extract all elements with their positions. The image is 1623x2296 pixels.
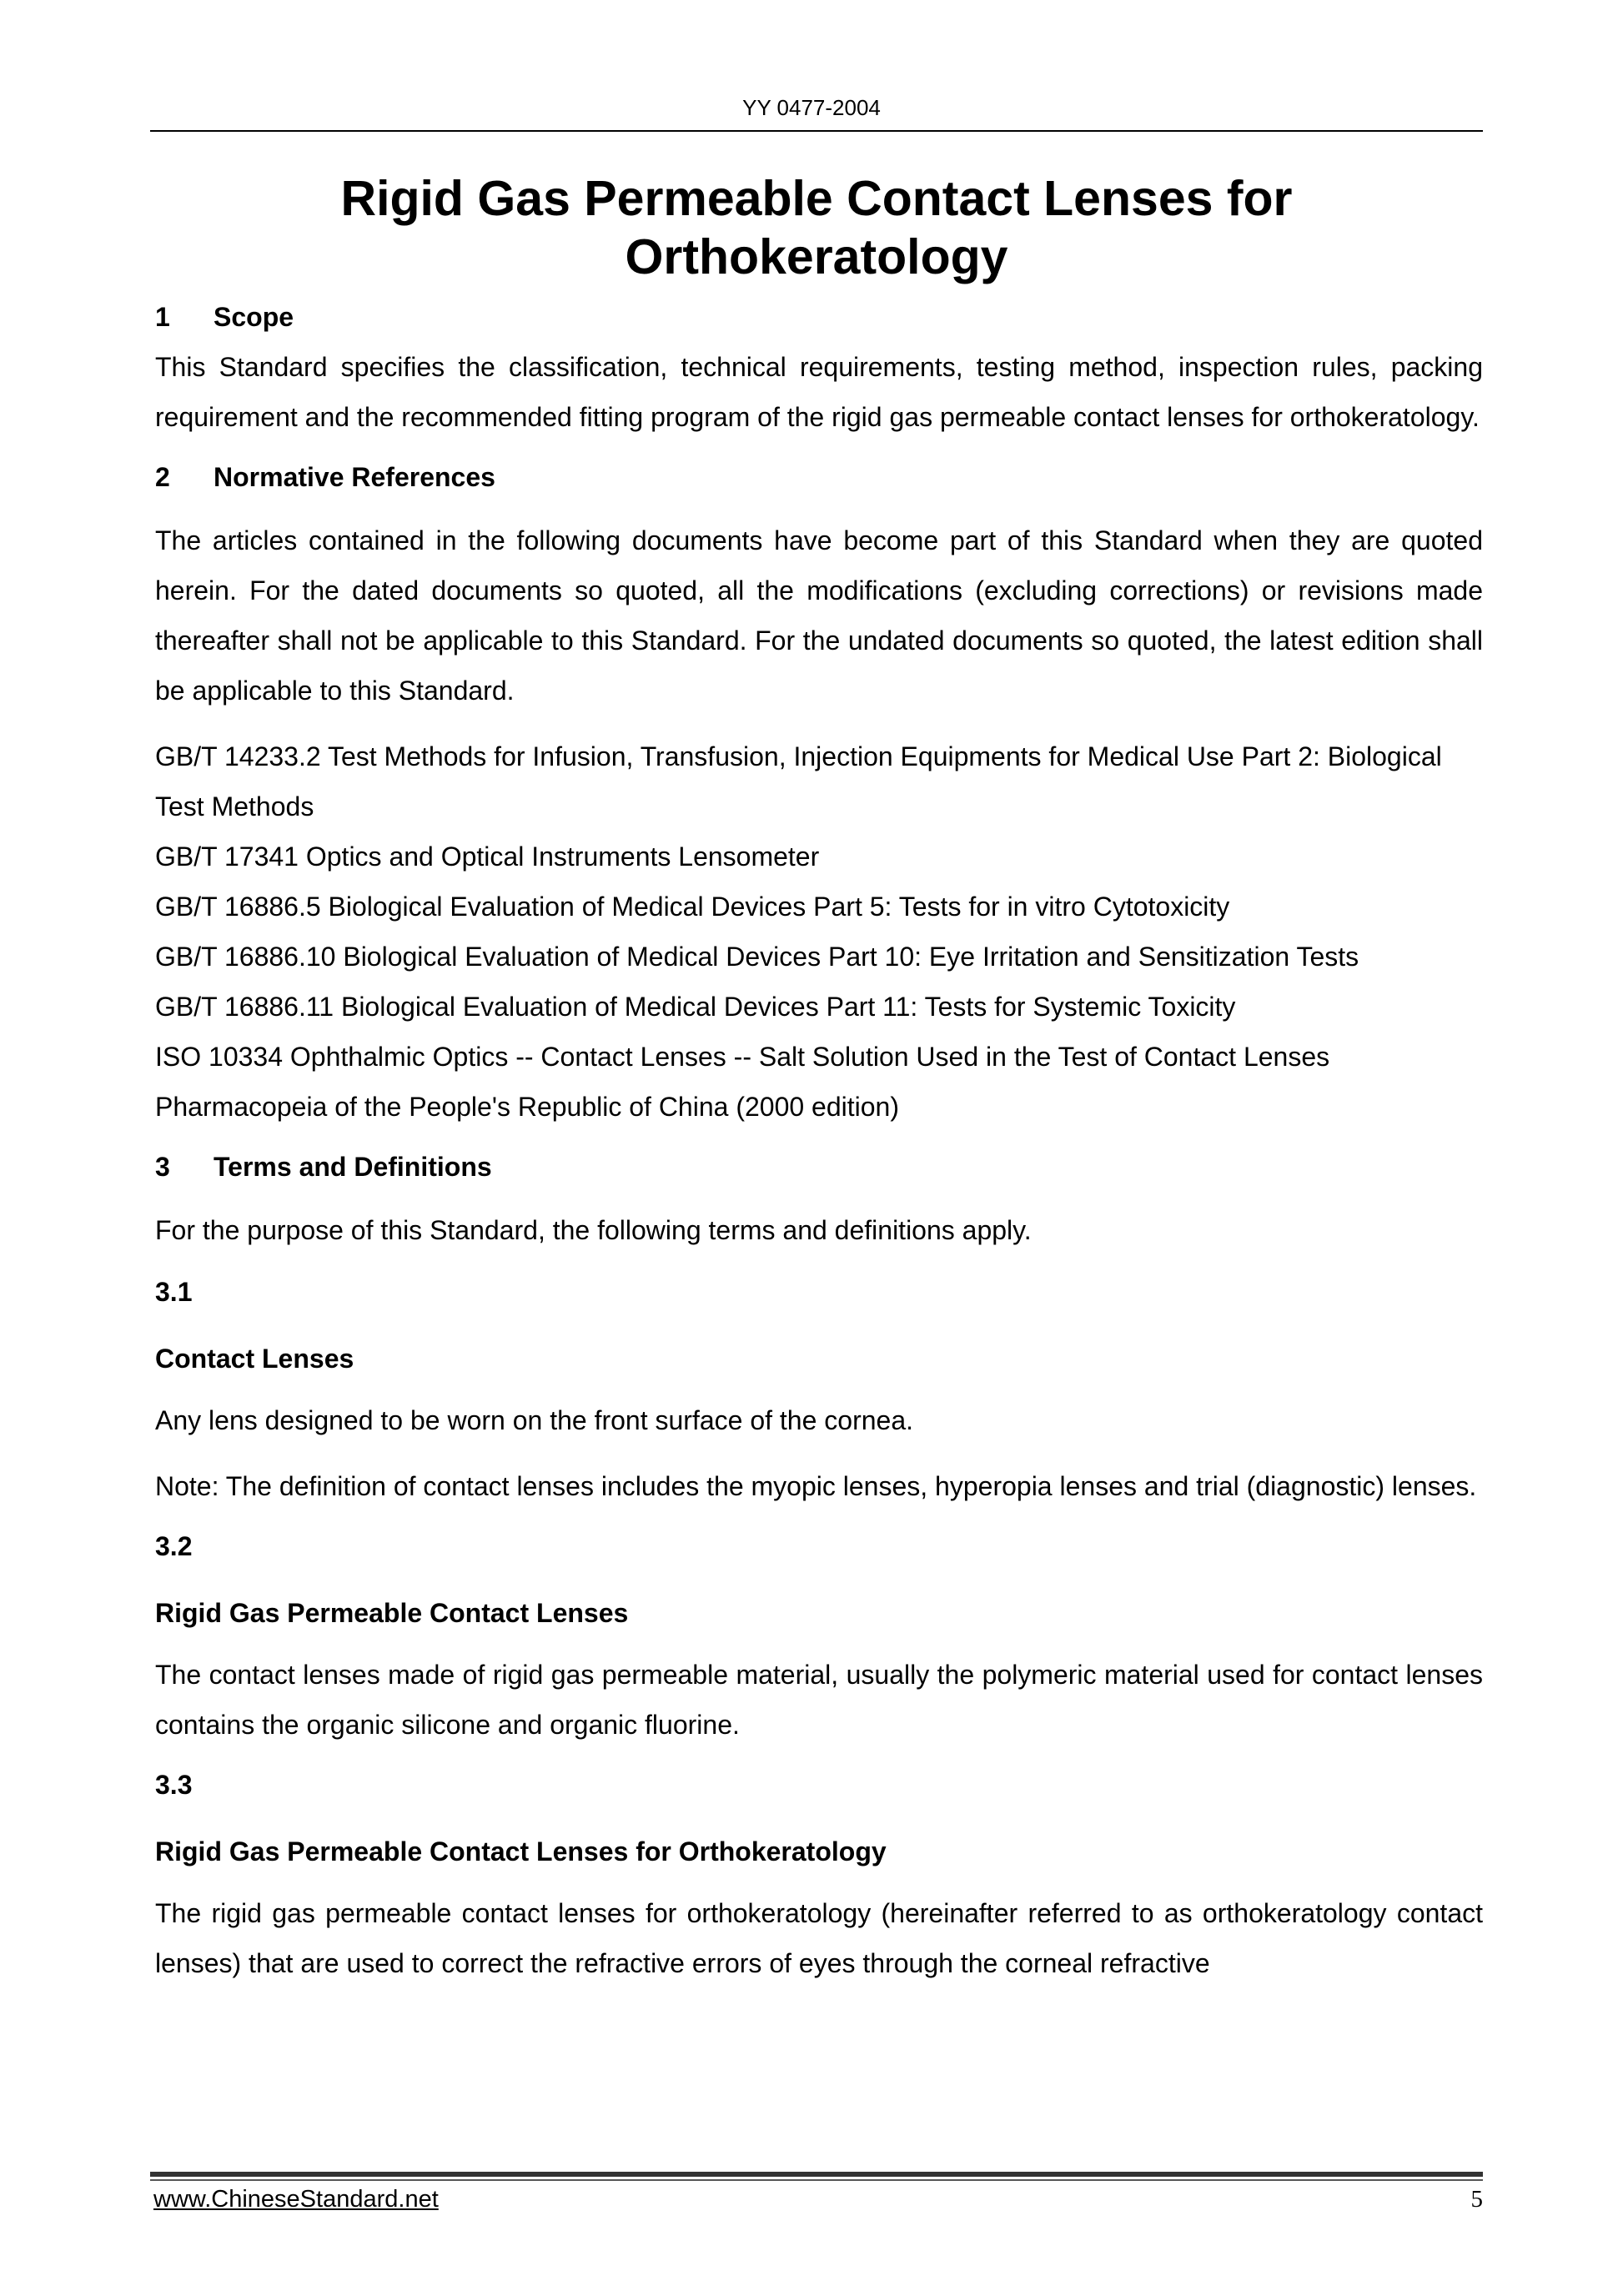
section-heading-terms-definitions [155, 1147, 1483, 1187]
reference-item: ISO 10334 Ophthalmic Optics -- Contact Lenses -- Salt Solution Used in the Test of Contact Lenses [155, 1042, 1330, 1072]
section-heading-normative-references [155, 457, 1483, 497]
reference-list [155, 731, 1483, 1132]
definition-text: The contact lenses made of rigid gas permeable material, usually the polymeric material used for contact lenses contains the organic silicone and organic fluorine. [155, 1660, 1483, 1740]
definition-term: Contact Lenses [155, 1344, 354, 1374]
footer-divider-thick [150, 2172, 1483, 2177]
definition-term: Rigid Gas Permeable Contact Lenses for Orthokeratology [155, 1836, 887, 1866]
footer-divider-thin [150, 2179, 1483, 2181]
definition-text: The rigid gas permeable contact lenses for orthokeratology (hereinafter referred to as orthokeratology contact lenses) that are used to correct the refractive errors of eyes through the corneal refractive [155, 1898, 1483, 1978]
reference-item: GB/T 16886.10 Biological Evaluation of Medical Devices Part 10: Eye Irritation and Sensitization Tests [155, 942, 1359, 972]
standard-code-header: YY 0477-2004 [742, 95, 881, 120]
page-number: 5 [1470, 2186, 1483, 2213]
definition-note: Note: The definition of contact lenses includes the myopic lenses, hyperopia lenses and trial (diagnostic) lenses. [155, 1471, 1477, 1501]
section-number: 2 [155, 462, 170, 492]
reference-item: GB/T 16886.5 Biological Evaluation of Medical Devices Part 5: Tests for in vitro Cytotoxicity [155, 892, 1230, 922]
section-number: 1 [155, 302, 170, 332]
definition-number: 3.1 [155, 1277, 193, 1307]
section-title: Terms and Definitions [214, 1152, 492, 1182]
title-line-2: Orthokeratology [625, 229, 1008, 284]
terms-paragraph: For the purpose of this Standard, the following terms and definitions apply. [155, 1215, 1032, 1245]
reference-item: Pharmacopeia of the People's Republic of China (2000 edition) [155, 1092, 899, 1122]
normative-paragraph: The articles contained in the following documents have become part of this Standard when they are quoted herein. For the dated documents so quoted, all the modifications (excluding corrections) or revisions made thereafter shall not be applicable to this Standard. For the undated documents so quoted, the latest edition shall be applicable to this Standard. [155, 525, 1483, 706]
section-title: Scope [214, 302, 294, 332]
reference-item: GB/T 14233.2 Test Methods for Infusion, Transfusion, Injection Equipments for Medical Use Part 2: Biological Test Methods [155, 741, 1442, 821]
document-body [155, 297, 1483, 1988]
header-divider [150, 130, 1483, 132]
definition-number: 3.2 [155, 1531, 193, 1561]
definition-text: Any lens designed to be worn on the front surface of the cornea. [155, 1405, 914, 1435]
definition-number: 3.3 [155, 1770, 193, 1800]
document-title [150, 169, 1483, 286]
title-line-1: Rigid Gas Permeable Contact Lenses for [340, 171, 1293, 226]
footer-site-link[interactable]: www.ChineseStandard.net [153, 2186, 439, 2213]
section-title: Normative References [214, 462, 495, 492]
section-heading-scope [155, 297, 1483, 337]
section-number: 3 [155, 1152, 170, 1182]
reference-item: GB/T 17341 Optics and Optical Instruments Lensometer [155, 842, 820, 872]
definition-term: Rigid Gas Permeable Contact Lenses [155, 1598, 629, 1628]
reference-item: GB/T 16886.11 Biological Evaluation of Medical Devices Part 11: Tests for Systemic Toxicity [155, 992, 1236, 1022]
scope-paragraph: This Standard specifies the classification, technical requirements, testing method, inspection rules, packing requirement and the recommended fitting program of the rigid gas permeable contact lenses for orthokeratology. [155, 352, 1483, 432]
